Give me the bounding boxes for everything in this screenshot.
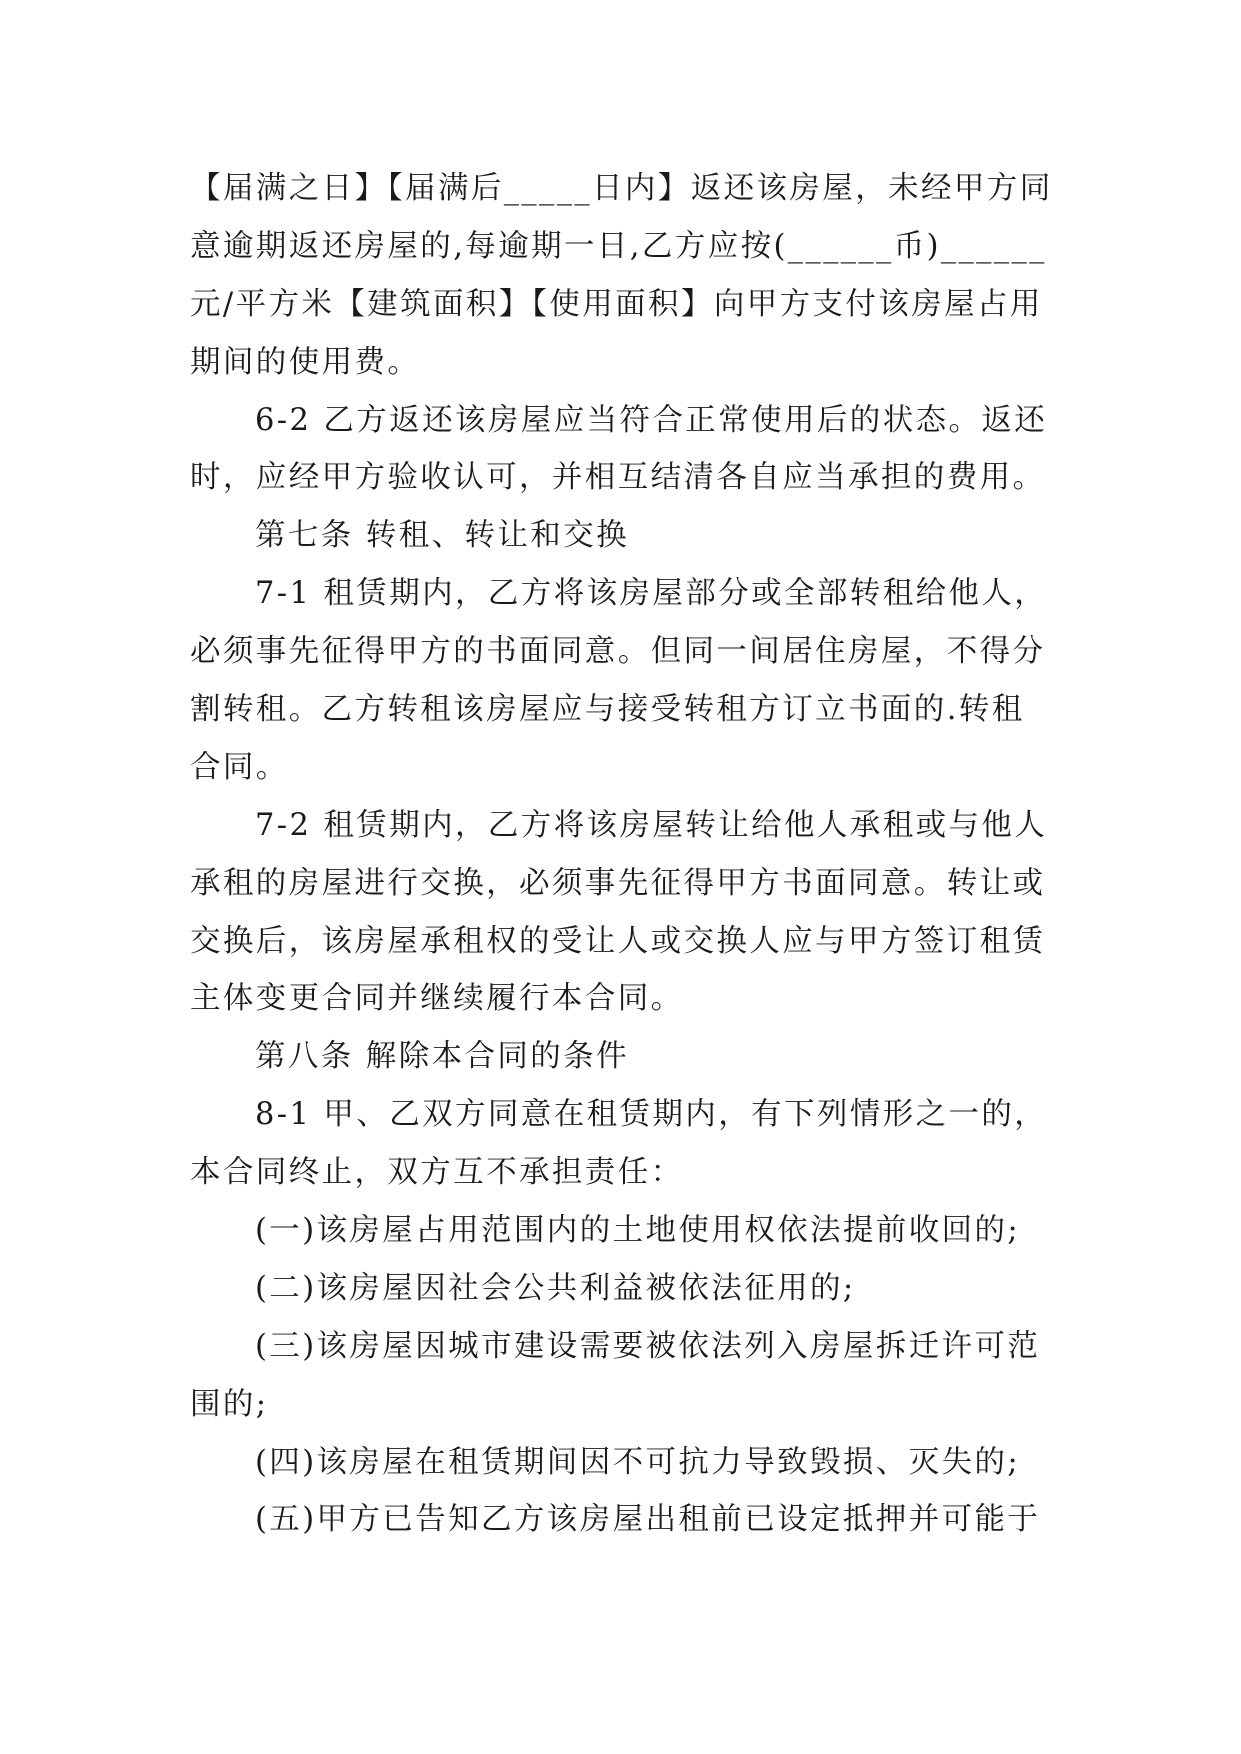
text-line: 围的; <box>190 1386 269 1422</box>
text-line: 割转租。乙方转租该房屋应与接受转租方订立书面的.转租 <box>190 692 1025 728</box>
text-line: 合同。 <box>190 749 289 785</box>
text-line: 主体变更合同并继续履行本合同。 <box>190 981 684 1017</box>
text-line: 交换后，该房屋承租权的受让人或交换人应与甲方签订租赁 <box>190 923 1046 959</box>
list-item-4: (四)该房屋在租赁期间因不可抗力导致毁损、灭失的; <box>255 1444 1021 1480</box>
clause-8-1-line: 8-1 甲、乙双方同意在租赁期内，有下列情形之一的， <box>255 1097 1048 1133</box>
text-line: 【届满之日】【届满后_____日内】返还该房屋，未经甲方同 <box>190 171 1053 206</box>
clause-7-1-line: 7-1 租赁期内，乙方将该房屋部分或全部转租给他人， <box>255 576 1048 612</box>
list-item-2: (二)该房屋因社会公共利益被依法征用的; <box>255 1270 856 1306</box>
text-line: 承租的房屋进行交换，必须事先征得甲方书面同意。转让或 <box>190 865 1046 901</box>
list-item-3: (三)该房屋因城市建设需要被依法列入房屋拆迁许可范 <box>255 1328 1041 1364</box>
list-item-5: (五)甲方已告知乙方该房屋出租前已设定抵押并可能于 <box>255 1502 1041 1538</box>
list-item-1: (一)该房屋占用范围内的土地使用权依法提前收回的; <box>255 1213 1021 1249</box>
text-line: 期间的使用费。 <box>190 344 421 380</box>
text-line: 必须事先征得甲方的书面同意。但同一间居住房屋，不得分 <box>190 634 1046 670</box>
clause-6-2-line: 6-2 乙方返还该房屋应当符合正常使用后的状态。返还 <box>255 402 1048 438</box>
text-line: 意逾期返还房屋的,每逾期一日,乙方应按(______币)______ <box>190 228 1047 264</box>
text-line: 元/平方米【建筑面积】【使用面积】向甲方支付该房屋占用 <box>190 286 1043 322</box>
article-7-heading: 第七条 转租、转让和交换 <box>255 518 629 554</box>
text-line: 时，应经甲方验收认可，并相互结清各自应当承担的费用。 <box>190 460 1046 496</box>
contract-text-body <box>190 160 1060 1549</box>
text-line: 本合同终止，双方互不承担责任： <box>190 1155 684 1191</box>
clause-7-2-line: 7-2 租赁期内，乙方将该房屋转让给他人承租或与他人 <box>255 807 1048 843</box>
article-8-heading: 第八条 解除本合同的条件 <box>255 1039 629 1075</box>
